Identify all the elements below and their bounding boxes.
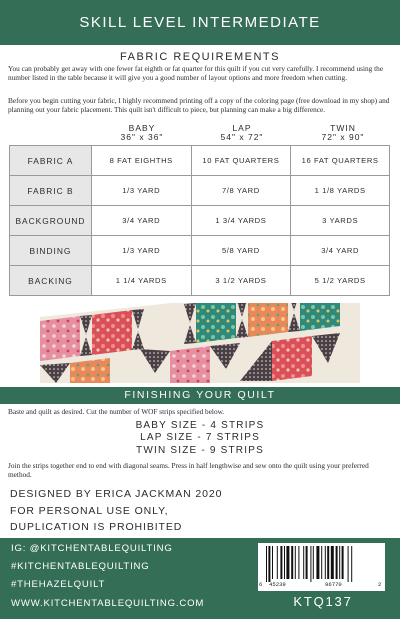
barcode-bar (286, 546, 289, 579)
size-name: TWIN (330, 123, 356, 133)
row-label: BACKGROUND (10, 206, 92, 236)
fabric-requirements-heading: FABRIC REQUIREMENTS (120, 51, 280, 63)
cell-baby: 3/4 YARD (91, 206, 191, 236)
fabric-requirements-table (9, 145, 390, 296)
barcode-bar (310, 546, 311, 582)
cell-lap: 5/8 YARD (191, 236, 291, 266)
barcode-bar (268, 546, 270, 582)
pattern-code: KTQ137 (293, 594, 353, 609)
size-header-baby (92, 124, 192, 142)
size-header-lap (192, 124, 292, 142)
designer-credit: DESIGNED BY ERICA JACKMAN 2020 (10, 488, 223, 500)
barcode-bar (303, 546, 304, 579)
barcode-bar (327, 546, 329, 579)
barcode-bars (258, 543, 385, 583)
website-link[interactable]: WWW.KITCHENTABLEQUILTING.COM (11, 598, 205, 609)
barcode-bar (321, 546, 322, 579)
barcode-bar (325, 546, 326, 579)
barcode-bar (295, 546, 296, 579)
barcode-bar (336, 546, 338, 579)
binding-paragraph: Join the strips together end to end with diagonal seams. Press in half lengthwise and sew onto the quilt using your preferred method. (8, 461, 369, 480)
barcode-bar (306, 546, 308, 579)
strips-twin: TWIN SIZE - 9 STRIPS (136, 445, 264, 456)
row-label: BINDING (10, 236, 92, 266)
barcode-bar (298, 546, 299, 579)
barcode-bar (277, 546, 278, 579)
fabric-intro-paragraph: You can probably get away with one fewer fat eighth or fat quarter for this quilt if you cut very carefully. I recommend using the number listed in the table because it will give you a good number of layout options and more freedom when cutting. (8, 64, 384, 83)
barcode-bar (266, 546, 267, 582)
hashtag-kitchentablequilting[interactable]: #KITCHENTABLEQUILTING (11, 561, 150, 572)
size-dims: 54" x 72" (220, 132, 264, 142)
size-name: BABY (128, 123, 156, 133)
barcode-bar (284, 546, 285, 579)
cell-twin: 3/4 YARD (291, 236, 390, 266)
barcode-bar (342, 546, 344, 579)
cell-baby: 1/3 YARD (91, 176, 191, 206)
table-row (10, 266, 390, 296)
table-row (10, 236, 390, 266)
finishing-heading: FINISHING YOUR QUILT (124, 389, 276, 401)
duplication-notice: DUPLICATION IS PROHIBITED (10, 521, 183, 533)
barcode-bar (351, 546, 352, 582)
barcode (258, 543, 385, 591)
barcode-bar (339, 546, 340, 579)
barcode-digit-right: 2 (378, 581, 382, 588)
barcode-bar (316, 546, 319, 579)
instagram-handle[interactable]: IG: @KITCHENTABLEQUILTING (11, 543, 173, 554)
barcode-group-1: 45239 (269, 581, 286, 588)
cell-twin: 3 YARDS (291, 206, 390, 236)
strips-lap: LAP SIZE - 7 STRIPS (140, 432, 260, 443)
strips-baby: BABY SIZE - 4 STRIPS (135, 420, 265, 431)
hashtag-thehazelquilt[interactable]: #THEHAZELQUILT (11, 579, 106, 590)
skill-level-title: SKILL LEVEL INTERMEDIATE (79, 14, 321, 31)
cell-lap: 3 1/2 YARDS (191, 266, 291, 296)
barcode-bar (313, 546, 314, 579)
table-row (10, 206, 390, 236)
barcode-bar (280, 546, 282, 579)
row-label: FABRIC A (10, 146, 92, 176)
barcode-digit-left: 6 (259, 581, 263, 588)
barcode-bar (291, 546, 293, 579)
cell-baby: 1/3 YARD (91, 236, 191, 266)
cell-lap: 1 3/4 YARDS (191, 206, 291, 236)
size-name: LAP (232, 123, 252, 133)
size-dims: 36" x 36" (120, 132, 164, 142)
barcode-bar (331, 546, 334, 579)
size-dims: 72" x 90" (321, 132, 365, 142)
cell-lap: 10 FAT QUARTERS (191, 146, 291, 176)
table-row (10, 176, 390, 206)
barcode-group-2: 96770 (325, 581, 342, 588)
cell-baby: 8 FAT EIGHTHS (91, 146, 191, 176)
cell-twin: 1 1/8 YARDS (291, 176, 390, 206)
barcode-bar (348, 546, 349, 582)
finishing-paragraph: Baste and quilt as desired. Cut the number of WOF strips specified below. (8, 407, 225, 416)
cell-twin: 5 1/2 YARDS (291, 266, 390, 296)
row-label: BACKING (10, 266, 92, 296)
quilt-photo (40, 303, 360, 383)
cell-lap: 7/8 YARD (191, 176, 291, 206)
row-label: FABRIC B (10, 176, 92, 206)
barcode-bar (272, 546, 273, 579)
fabric-planning-paragraph: Before you begin cutting your fabric, I highly recommend printing off a copy of the coloring page (free download in my shop) and planning out your fabric placement. This quilt isn't difficult to piece, but planning can make a big difference. (8, 96, 390, 115)
size-header-twin (293, 124, 393, 142)
table-row (10, 146, 390, 176)
cell-twin: 16 FAT QUARTERS (291, 146, 390, 176)
usage-notice: FOR PERSONAL USE ONLY, (10, 505, 169, 517)
cell-baby: 1 1/4 YARDS (91, 266, 191, 296)
